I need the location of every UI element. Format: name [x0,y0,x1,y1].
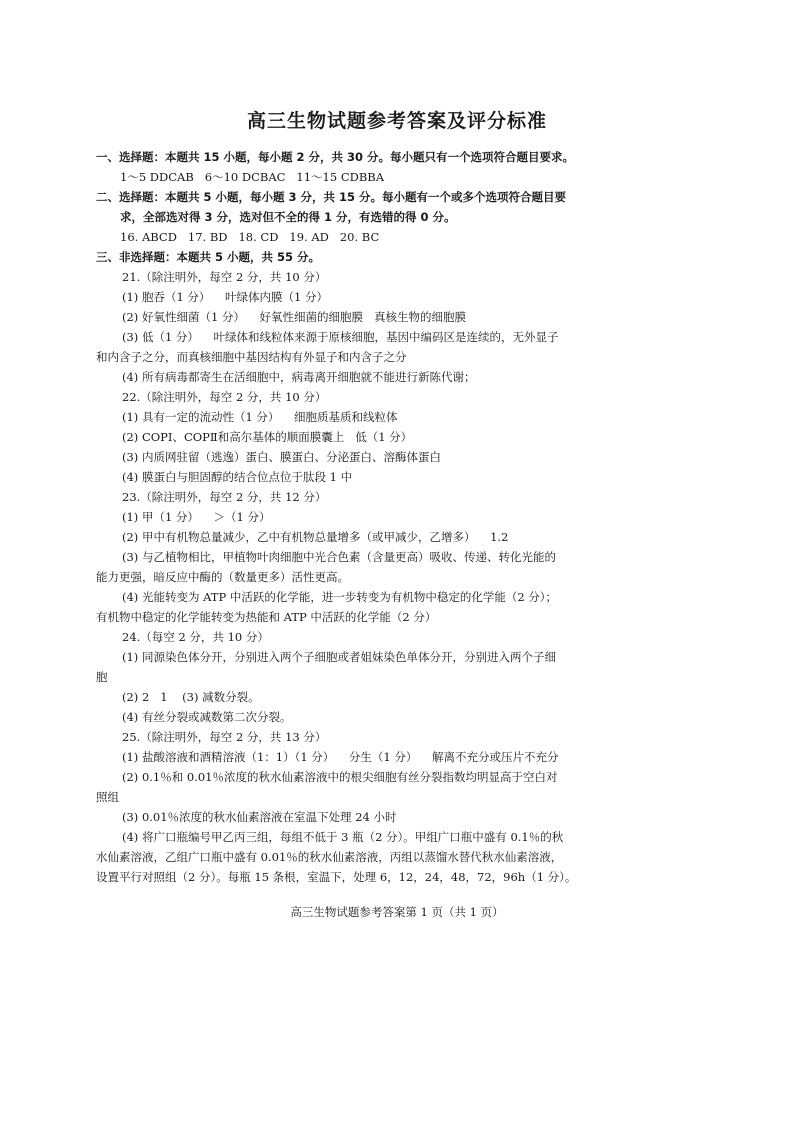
answer-line: (1) 胞吞（1 分） 叶绿体内膜（1 分） [122,290,329,304]
answer-line: 23.（除注明外，每空 2 分，共 12 分） [122,490,327,504]
answer-line: (3) 低（1 分） 叶绿体和线粒体来源于原核细胞，基因中编码区是连续的，无外显子 [122,330,559,344]
answer-line: (3) 与乙植物相比，甲植物叶肉细胞中光合色素（含量更高）吸收、传递、转化光能的 [122,550,556,564]
answer-line: (3) 内质网驻留（逃逸）蛋白、膜蛋白、分泌蛋白、溶酶体蛋白 [122,450,441,464]
answer-line: 一、选择题：本题共 15 小题，每小题 2 分，共 30 分。每小题只有一个选项符合题目要求。 [96,150,575,164]
answer-line: (2) 甲中有机物总量减少，乙中有机物总量增多（或甲减少，乙增多） 1.2 [122,530,509,544]
answer-line: (4) 光能转变为 ATP 中活跃的化学能，进一步转变为有机物中稳定的化学能（2 分）； [122,590,558,604]
answer-line: 22.（除注明外，每空 2 分，共 10 分） [122,390,327,404]
answer-line: (1) 盐酸溶液和酒精溶液（1：1）（1 分） 分生（1 分） 解离不充分或压片不充分 [122,750,559,764]
answer-line: (2) 0.1％和 0.01％浓度的秋水仙素溶液中的根尖细胞有丝分裂指数均明显高于空白对 [122,770,558,784]
answer-line: 三、非选择题：本题共 5 小题，共 55 分。 [96,250,321,264]
answer-line: 25.（除注明外，每空 2 分，共 13 分） [122,730,327,744]
answer-line: (2) 2 1 (3) 减数分裂。 [122,690,260,704]
answer-line: (1) 具有一定的流动性（1 分） 细胞质基质和线粒体 [122,410,398,424]
answer-line: 求，全部选对得 3 分，选对但不全的得 1 分，有选错的得 0 分。 [120,210,456,224]
answer-line: (1) 甲（1 分） ＞（1 分） [122,510,271,524]
answer-line: 照组 [96,790,119,804]
answer-line: (3) 0.01％浓度的秋水仙素溶液在室温下处理 24 小时 [122,810,397,824]
answer-line: (4) 有丝分裂或减数第二次分裂。 [122,710,292,724]
page-footer: 高三生物试题参考答案第 1 页（共 1 页） [290,905,504,919]
answer-line: 21.（除注明外，每空 2 分，共 10 分） [122,270,327,284]
answer-line: 和内含子之分，而真核细胞中基因结构有外显子和内含子之分 [96,350,407,364]
answer-line: (4) 将广口瓶编号甲乙丙三组，每组不低于 3 瓶（2 分）。甲组广口瓶中盛有 0.1％的秋 [122,830,564,844]
answer-line: 设置平行对照组（2 分）。每瓶 15 条根，室温下，处理 6，12，24，48，72，96h（1 分）。 [96,870,577,884]
answer-line: 16. ABCD 17. BD 18. CD 19. AD 20. BC [120,230,380,244]
answer-line: 二、选择题：本题共 5 小题，每小题 3 分，共 15 分。每小题有一个或多个选项符合题目要 [96,190,567,204]
page-title: 高三生物试题参考答案及评分标准 [246,110,547,132]
answer-content [96,147,661,887]
answer-line: 胞 [96,670,108,684]
answer-line: (1) 同源染色体分开，分别进入两个子细胞或者姐妹染色单体分开，分别进入两个子细 [122,650,556,664]
answer-line: 能力更强，暗反应中酶的（数量更多）活性更高。 [96,570,349,584]
answer-line: (2) COPⅠ、COPⅡ和高尔基体的顺面膜囊上 低（1 分） [122,430,413,444]
answer-line: 1～5 DDCAB 6～10 DCBAC 11～15 CDBBA [120,170,385,184]
answer-line: 有机物中稳定的化学能转变为热能和 ATP 中活跃的化学能（2 分） [96,610,437,624]
answer-line: (4) 膜蛋白与胆固醇的结合位点位于肽段 1 中 [122,470,353,484]
answer-line: 水仙素溶液，乙组广口瓶中盛有 0.01％的秋水仙素溶液，丙组以蒸馏水替代秋水仙素溶液， [96,850,563,864]
answer-line: (4) 所有病毒都寄生在活细胞中，病毒离开细胞就不能进行新陈代谢； [122,370,476,384]
answer-line: 24.（每空 2 分，共 10 分） [122,630,269,644]
answer-line: (2) 好氧性细菌（1 分） 好氧性细菌的细胞膜 真核生物的细胞膜 [122,310,467,324]
